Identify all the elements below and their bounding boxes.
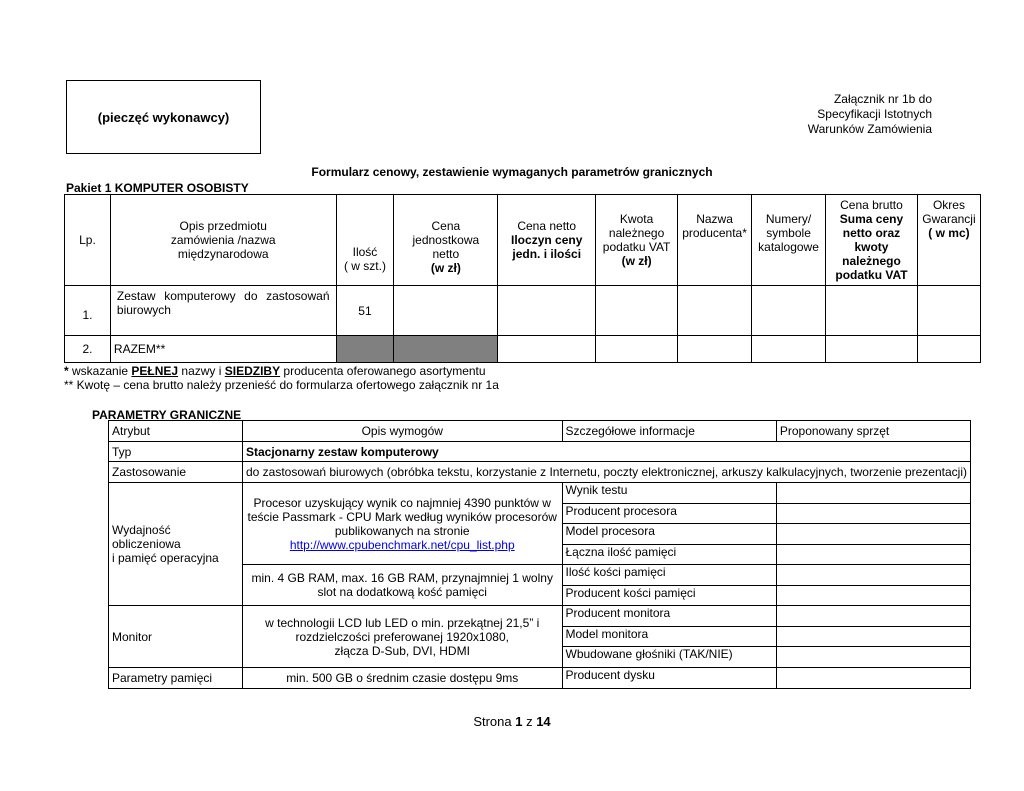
footnote-text: producenta oferowanego asortymentu [280, 364, 486, 378]
header-gross-price [826, 195, 918, 286]
row-producer-cell[interactable] [678, 286, 752, 336]
ram-req-line: slot na dodatkową kość pamięci [317, 585, 487, 599]
footer-page-number: 1 [515, 714, 523, 729]
row-unit-price-cell[interactable] [394, 286, 498, 336]
detail-cpu-model: Model procesora [562, 524, 776, 545]
detail-monitor-speakers: Wbudowane głośniki (TAK/NIE) [562, 647, 776, 668]
type-label: Typ [109, 442, 243, 462]
price-row [65, 286, 981, 336]
row-quantity: 51 [336, 286, 394, 336]
footnote-text: nazwy i [178, 364, 225, 378]
type-value: Stacjonarny zestaw komputerowy [242, 442, 970, 462]
params-row-cpu [109, 483, 971, 504]
header-unit-line: netto [432, 247, 460, 261]
header-vat-line: (w zł) [621, 254, 652, 268]
package-title: Pakiet 1 KOMPUTER OSOBISTY [66, 181, 249, 195]
form-title: Formularz cenowy, zestawienie wymaganych parametrów granicznych [311, 165, 713, 179]
header-unit-price [394, 195, 498, 286]
footnote-producer [64, 364, 499, 378]
params-title: PARAMETRY GRANICZNE [92, 408, 242, 422]
header-vat-line: Kwota [619, 212, 654, 226]
header-description [110, 195, 336, 286]
footer-mid: z [522, 714, 537, 729]
total-net-price-cell[interactable] [498, 336, 596, 363]
header-producer-line: Nazwa [696, 212, 733, 226]
proposed-ram-total[interactable] [776, 545, 970, 565]
annex-line-3: Warunków Zamówienia [807, 122, 932, 136]
header-gross-line: Suma ceny [839, 212, 904, 226]
monitor-label: Monitor [109, 606, 243, 668]
header-producer [678, 195, 752, 286]
header-gross-line: należnego [842, 254, 901, 268]
header-warranty-line: Okres [932, 198, 965, 212]
total-gross-price-cell[interactable] [826, 336, 918, 363]
params-row-monitor [109, 606, 971, 627]
detail-cpu-producer: Producent procesora [562, 504, 776, 524]
proposed-ram-sticks[interactable] [776, 565, 970, 586]
ram-requirement [242, 565, 562, 606]
footnote-gross: ** Kwotę – cena brutto należy przenieść do formularza ofertowego załącznik nr 1a [64, 378, 499, 392]
price-table-header [65, 195, 981, 286]
params-header-details: Szczegółowe informacje [562, 421, 776, 442]
usage-value: do zastosowań biurowych (obróbka tekstu, korzystanie z Internetu, poczty elektronicznej, arkuszy kalkulacyjnych, tworzenie prezentacji) [242, 462, 970, 483]
usage-label: Zastosowanie [109, 462, 243, 483]
detail-test-result: Wynik testu [562, 483, 776, 504]
proposed-test-result[interactable] [776, 483, 970, 504]
total-warranty-cell[interactable] [917, 336, 980, 363]
header-net-line: jedn. i ilości [512, 247, 582, 261]
proposed-monitor-producer[interactable] [776, 606, 970, 627]
footer-prefix: Strona [473, 714, 516, 729]
header-desc-line: Opis przedmiotu [179, 219, 267, 233]
row-lp: 1. [65, 286, 111, 336]
total-row [65, 336, 981, 363]
footnote-text: wskazanie [68, 364, 132, 378]
header-qty-line: Ilość [352, 245, 378, 259]
total-vat-cell[interactable] [596, 336, 678, 363]
row-description: Zestaw komputerowy do zastosowań biurowych [110, 286, 336, 336]
monitor-req-line: w technologii LCD lub LED o min. przekątnej 21,5” i [265, 615, 540, 630]
perf-label [109, 483, 243, 606]
row-catalog-cell[interactable] [752, 286, 826, 336]
monitor-req-line: rozdzielczości preferowanej 1920x1080, [295, 629, 509, 644]
header-qty-line: ( w szt.) [343, 259, 386, 273]
params-header-proposed: Proponowany sprzęt [776, 421, 970, 442]
proposed-monitor-model[interactable] [776, 627, 970, 647]
header-warranty-line: ( w mc) [928, 226, 970, 240]
detail-disk-producer: Producent dysku [562, 668, 776, 689]
perf-label-line: Wydajność obliczeniowa [112, 523, 181, 551]
total-quantity-disabled [336, 336, 394, 363]
detail-ram-total: Łączna ilość pamięci [562, 545, 776, 565]
storage-label: Parametry pamięci [109, 668, 243, 689]
header-vat-line: podatku VAT [602, 240, 671, 254]
stamp-label: (pieczęć wykonawcy) [97, 109, 230, 125]
header-gross-line: Cena brutto [840, 198, 903, 212]
proposed-cpu-producer[interactable] [776, 504, 970, 524]
header-lp: Lp. [65, 195, 111, 286]
header-gross-line: kwoty [854, 240, 889, 254]
cpubenchmark-link[interactable]: http://www.cpubenchmark.net/cpu_list.php [289, 537, 515, 552]
header-vat-line: należnego [608, 226, 665, 240]
header-net-price [498, 195, 596, 286]
proposed-cpu-model[interactable] [776, 524, 970, 545]
header-catalog [752, 195, 826, 286]
price-table [64, 194, 981, 363]
footnote-star: * [64, 364, 69, 378]
perf-label-line: i pamięć operacyjna [112, 551, 219, 565]
params-header-attr: Atrybut [109, 421, 243, 442]
header-catalog-line: katalogowe [758, 240, 819, 254]
header-unit-line: Cena jednostkowa [412, 219, 480, 247]
params-header-row [109, 421, 971, 442]
total-lp: 2. [65, 336, 111, 363]
monitor-requirement [242, 606, 562, 668]
cpu-req-line: Procesor uzyskujący wynik co najmniej 4390 punktów w [253, 495, 551, 510]
total-catalog-cell[interactable] [752, 336, 826, 363]
stamp-box [66, 80, 261, 154]
cpu-req-line: teście Passmark - CPU Mark według wyników procesorów [247, 509, 557, 524]
header-unit-line: (w zł) [430, 261, 461, 275]
header-warranty [917, 195, 980, 286]
header-desc-line: międzynarodowa [177, 247, 269, 261]
row-vat-cell[interactable] [596, 286, 678, 336]
params-table [108, 420, 971, 689]
footnotes [64, 364, 499, 392]
header-desc-line: zamówienia /nazwa [170, 233, 276, 247]
header-quantity [336, 195, 394, 286]
total-label: RAZEM** [110, 336, 336, 363]
page-footer [0, 714, 1024, 729]
annex-line-2: Specyfikacji Istotnych [817, 107, 932, 121]
header-gross-line: netto oraz [842, 226, 901, 240]
header-net-line: Iloczyn ceny [511, 233, 583, 247]
header-net-line: Cena netto [517, 219, 577, 233]
footnote-emphasis: PEŁNEJ [131, 364, 179, 378]
annex-line-1: Załącznik nr 1b do [833, 92, 932, 106]
row-net-price-cell[interactable] [498, 286, 596, 336]
params-row-storage [109, 668, 971, 689]
footer-page-total: 14 [536, 714, 551, 729]
cpu-requirement [242, 483, 562, 565]
proposed-disk-producer[interactable] [776, 668, 970, 689]
detail-monitor-producer: Producent monitora [562, 606, 776, 627]
proposed-monitor-speakers[interactable] [776, 647, 970, 668]
header-vat [596, 195, 678, 286]
cpu-req-line: publikowanych na stronie [334, 523, 470, 538]
header-catalog-line: symbole [766, 226, 811, 240]
header-warranty-line: Gwarancji [922, 212, 976, 226]
row-gross-price-cell[interactable] [826, 286, 918, 336]
row-warranty-cell[interactable] [917, 286, 980, 336]
params-row-type [109, 442, 971, 462]
header-catalog-line: Numery/ [765, 212, 812, 226]
storage-requirement: min. 500 GB o średnim czasie dostępu 9ms [242, 668, 562, 689]
detail-ram-sticks: Ilość kości pamięci [562, 565, 776, 586]
ram-req-line: min. 4 GB RAM, max. 16 GB RAM, przynajmniej 1 wolny [251, 571, 553, 585]
params-header-req: Opis wymogów [242, 421, 562, 442]
header-gross-line: podatku VAT [835, 268, 908, 282]
header-producer-line: producenta* [682, 226, 747, 240]
total-unit-price-disabled [394, 336, 498, 363]
annex-note [780, 92, 932, 137]
detail-ram-producer: Producent kości pamięci [562, 586, 776, 606]
monitor-req-line: złącza D-Sub, DVI, HDMI [334, 643, 470, 658]
total-producer-cell[interactable] [678, 336, 752, 363]
footnote-emphasis: SIEDZIBY [224, 364, 281, 378]
params-row-usage [109, 462, 971, 483]
proposed-ram-producer[interactable] [776, 586, 970, 606]
detail-monitor-model: Model monitora [562, 627, 776, 647]
